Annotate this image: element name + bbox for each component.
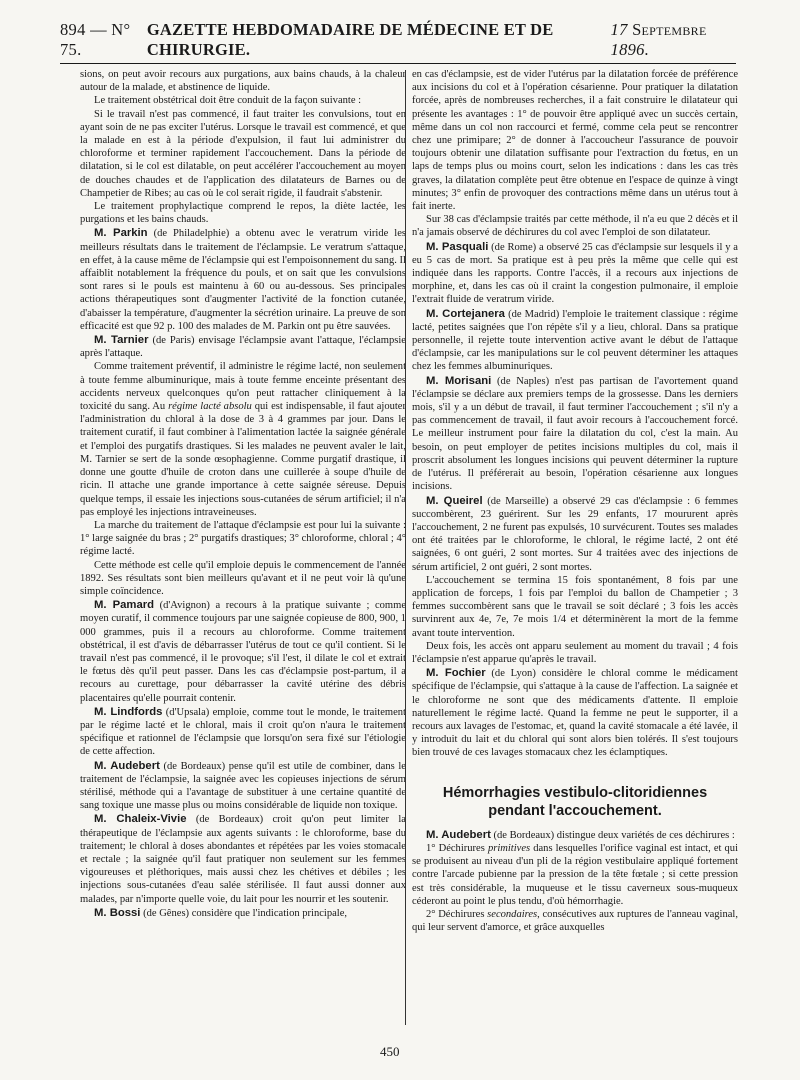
speaker-name: M. Audebert: [94, 759, 160, 772]
paragraph: [412, 68, 738, 213]
speaker-name: M. Tarnier: [94, 334, 149, 347]
paragraph: [412, 666, 738, 759]
paragraph-text: (d'Avignon) a recours à la pratique suivante ; comme moyen curatif, il commence toujours par une saignée copieuse de 800, 900, 1 000 grammes, puis il a recours au chloroforme. Comme traitement obstétrical, il est d'avis de débarrasser l'utérus de tout ce qu'il contient. Si le travail n'est pas commencé, il le provoque; s'il l'est, il dilate le col et extrait le fœtus dès qu'il peut passer. Dans les cas d'éclampsie post-partum, il a recours au curettage, pour débarrasser la cavité utérine des débris placentaires qu'elle pourrait contenir.: [80, 600, 406, 704]
emphasis: primitives: [487, 843, 531, 855]
paragraph-text: Le traitement prophylactique comprend le repos, la diète lactée, les purgations et les bains chauds.: [80, 201, 406, 226]
emphasis: régime lacté absolu: [168, 401, 252, 413]
speaker-name: M. Audebert: [426, 828, 491, 841]
column-divider: [405, 70, 406, 1025]
paragraph: [80, 94, 406, 107]
speaker-name: M. Cortejanera: [426, 307, 505, 320]
paragraph: [412, 908, 738, 934]
paragraph: [80, 360, 406, 518]
speaker-name: M. Pasquali: [426, 240, 489, 253]
speaker-name: M. Queirel: [426, 494, 483, 507]
paragraph: [412, 842, 738, 908]
speaker-name: M. Pamard: [94, 599, 155, 612]
paragraph-text: Si le travail n'est pas commencé, il faut traiter les convulsions, tout en ayant soin de ne pas exciter l'utérus. Lorsque le travail est commencé, et que la malade en est à la période d'expulsion, il faut lui administrer du chloroforme et terminer rapidement l'accouchement. Dans la période de dilatation, si le col est dilatable, on peut accélérer l'accouchement au moyen de douches chaudes et de l'application des dilatateurs de Barnes ou de Champetier de Ribes; au cas où le col serait rigide, il faudrait s'abstenir.: [80, 108, 406, 199]
paragraph: [80, 108, 406, 200]
paragraph-text: (d'Upsala) emploie, comme tout le monde, le traitement par le régime lacté et le chloral, mais il croit qu'on n'aura le traitement spécifique et rationnel de l'éclampsie que lorsqu'on sera fixé sur l'étiologie de cette affection.: [80, 706, 406, 758]
journal-title: GAZETTE HEBDOMADAIRE DE MÉDECINE ET DE CHIRURGIE.: [146, 20, 554, 59]
paragraph-text: (de Marseille) a observé 29 cas d'éclampsie : 6 femmes succombèrent, 23 guérirent. Sur les 29 enfants, 17 moururent après l'accouchement, 2 ne furent pas expulsés, 10 survécurent. Toutes ses malades ont été traitées par le chloroforme, le chloral, le régime lacté, 2 ont été saignées, 6 ont guéri, 2 sont mortes. Sur 4 traitées avec des injections de sérum artificiel, 2 ont guéri, 2 sont mortes.: [412, 495, 738, 573]
paragraph-text: Cette méthode est celle qu'il emploie depuis le commencement de l'année 1892. Ses résultats sont bien meilleurs qu'avant et il ne peut voir là qu'une simple coïncidence.: [80, 559, 406, 597]
paragraph-text: en cas d'éclampsie, est de vider l'utérus par la dilatation forcée de préférence aux incisions du col et à l'opération césarienne. Pour pratiquer la dilatation forcée, après de nombreuses recherches, il a fait construire le dilatateur qui présente les avantages : 1° de pouvoir être appliqué avec un succès certain, même dans un col non raccourci et fermé, comme cela peut se rencontrer chez une primipare; 2° de donner à l'accoucheur l'assurance de pouvoir toujours obtenir une dilatation suffisante pour l'extraction du fœtus, en un laps de temps plus ou moins court, selon les indications : dans les cas très graves, la dilatation complète peut être obtenue en l'espace de quinze à vingt minutes; 3° enfin de provoquer des contractions même dans un utérus tout à fait inerte.: [412, 69, 738, 213]
paragraph-text: Comme traitement préventif, il administre le régime lacté, non seulement à toute femme albuminurique, mais à toute femme enceinte présentant des accidents nerveux quelconques qu'on peut rattacher cliniquement à la toxicité du sang. Au: [80, 361, 406, 413]
paragraph: [412, 640, 738, 666]
section-heading-line: Hémorrhagies vestibulo-clitoridiennes: [442, 784, 708, 801]
paragraph-text: (de Philadelphie) a obtenu avec le veratrum viride les meilleurs résultats dans le traitement de l'éclampsie. Le veratrum s'attaque, en effet, à la cause même de l'éclampsie qui est l'empoisonnement du sang. Il affaiblit notablement la fréquence du pouls, et on sait que les convulsions sont rares si le pouls est maintenu à 60 ou au-dessous. Ses principales actions thérapeutiques sont d'augmenter l'activité de la fonction cutanée, d'abaisser la température, d'augmenter la sécrétion urinaire. La preuve de son efficacité est que 92 p. 100 des malades de M. Parkin ont pu être sauvées.: [80, 228, 406, 332]
paragraph: [412, 828, 738, 842]
paragraph-text: L'accouchement se termina 15 fois spontanément, 8 fois par une application de forceps, 1 fois par l'emploi du ballon de Champetier ; 3 femmes succombèrent sans que le travail se soit déclaré ; 3 fois les accès survinrent aux 4e, 7e, 7e mois 1/4 et déterminèrent la mort de la femme avant toute intervention.: [412, 574, 738, 639]
paragraph: [80, 705, 406, 759]
emphasis: secondaires: [487, 909, 538, 921]
paragraph-text: sions, on peut avoir recours aux purgations, aux bains chauds, à la chaleur autour de la malade, et abstinence de liquide.: [80, 69, 406, 94]
paragraph: [412, 374, 738, 494]
paragraph: [80, 812, 406, 905]
paragraph-text: 1° Déchirures: [426, 843, 488, 855]
speaker-name: M. Lindfords: [94, 705, 163, 718]
paragraph: [80, 906, 406, 920]
paragraph: [412, 213, 738, 239]
issue-date-day: 17: [610, 20, 628, 39]
speaker-name: M. Bossi: [94, 906, 141, 919]
issue-date: [611, 20, 736, 60]
speaker-name: M. Chaleix-Vivie: [94, 813, 187, 826]
paragraph-text: (de Naples) n'est pas partisan de l'avortement quand l'éclampsie se déclare aux premiers temps de la grossesse. Dans les derniers mois, s'il y a un début de travail, il faut terminer l'accouchement ; s'il n'y a pas commencement de travail, il faut avoir recours à l'accouchement forcé. Le meilleur instrument pour faire la dilatation du col, c'est la main. Au besoin, on peut employer de petites incisions multiples du col, mais il proscrit absolument les longues incisions qui peuvent déterminer la rupture de l'utérus. Il préférerait au besoin, l'opération césarienne aux longues incisions.: [412, 375, 738, 493]
paragraph-text: (de Madrid) l'emploie le traitement classique : régime lacté, petites saignées que l'on répète s'il y a lieu, chloral. Dans sa pratique personnelle, il rejette toute intervention active avant le début de l'attaque d'éclampsie, car les manipulations sur le col peuvent déterminer les attaques chez les femmes albuminuriques.: [412, 308, 738, 373]
issue-date-month: Septembre: [632, 20, 707, 39]
paragraph: [412, 494, 738, 574]
paragraph-text: (de Gênes) considère que l'indication principale,: [140, 907, 348, 919]
paragraph-text: (de Bordeaux) distingue deux variétés de ces déchirures :: [490, 829, 735, 841]
speaker-name: M. Morisani: [426, 374, 492, 387]
paragraph-text: Sur 38 cas d'éclampsie traités par cette méthode, il n'a eu que 2 décès et il n'a jamais observé de déchirures du col avec l'emploi de son dilatateur.: [412, 214, 738, 239]
speaker-name: M. Parkin: [94, 227, 148, 240]
paragraph: [80, 598, 406, 705]
right-column: [412, 68, 738, 1028]
page-number: 894 — N° 75.: [60, 20, 131, 59]
paragraph: [80, 226, 406, 333]
section-heading: [412, 784, 738, 820]
paragraph-text: (de Rome) a observé 25 cas d'éclampsie sur lesquels il y a eu 5 cas de mort. Sa pratique est à peu près la même que celle qui est indiquée dans les rapports. Contre l'accès, il a recours aux injections de morphine, et, dans les cas où il craint la congestion pulmonaire, il emploie l'extrait fluide de veratrum viride.: [412, 241, 738, 306]
running-header: [60, 20, 736, 64]
paragraph-text: (de Lyon) considère le chloral comme le médicament spécifique de l'éclampsie, qui s'attaque à la cause de l'affection. La saignée et le chloroforme ne sont que des médicaments d'attente. Il emploie naturellement le régime lacté. Quand la femme ne peut le supporter, il a recours aux lavages de l'estomac, et, quand la cavité stomacale a été lavée, il y introduit du lait et du chloral qui sont alors bien tolérés. Il s'est toujours bien trouvé de ces lavages stomacaux chez les éclamptiques.: [412, 668, 738, 759]
paragraph-text: Le traitement obstétrical doit être conduit de la façon suivante :: [94, 95, 362, 107]
paragraph-text: La marche du traitement de l'attaque d'éclampsie est pour lui la suivante : 1° large saignée du bras ; 2° purgatifs drastiques; 3° chloroforme, chloral ; 4° régime lacté.: [80, 519, 406, 558]
paragraph: [412, 574, 738, 640]
paragraph-text: (de Bordeaux) pense qu'il est utile de combiner, dans le traitement de l'éclampsie, la saignée avec les copieuses injections de sérum stérilisé, méthode qui a l'avantage de substituer à une certaine quantité de sang toxique une masse plus ou moins considérable de liquide non toxique.: [80, 760, 406, 812]
paragraph-text: (de Bordeaux) croit qu'on peut limiter la thérapeutique de l'éclampsie aux agents suivants : le chloroforme, base du traitement; le chloral à doses abondantes et répétées par les voies stomacale et rectale ; la saignée qu'il faut pratiquer non seulement sur les femmes vigoureuses et pléthoriques, mais aussi chez les chétives et débiles ; les injections sous-cutanées d'eau salée stérilisée. Il faut aussi donner aux malades, par n'importe quelle voie, du lait pour les nourrir et les soutenir.: [80, 814, 406, 905]
paragraph: [80, 559, 406, 599]
paragraph: [80, 333, 406, 360]
speaker-name: M. Fochier: [426, 667, 486, 680]
paragraph: [412, 307, 738, 374]
paragraph-text: dans lesquelles l'orifice vaginal est intact, et qui se produisent au niveau d'un pli de la région vestibulaire appliqué fortement contre l'arcade pubienne par la pression de la tête fœtale ; si cette pression est très considérable, la muqueuse et le tissu caverneux sous-muqueux céderont au point le plus tendu, d'où hémorrhagie.: [412, 843, 738, 907]
paragraph-text: , consécutives aux ruptures de l'anneau vaginal, qui leur servent d'amorce, et grâce auxquelles: [412, 909, 738, 934]
paragraph-text: qui est indispensable, il faut ajouter l'administration du chloral à la dose de 3 à 4 grammes par jour. Dans le traitement curatif, il faut combiner à l'alimentation lactée la saignée générale et l'emploi des purgatifs drastiques. Si les malades ne peuvent avaler le lait, M. Tarnier se sert de la sonde œsophagienne. Comme purgatif drastique, il donne une goutte d'huile de croton dans une cuillerée à soupe d'huile de ricin. Il attache une grande importance à cette saignée séreuse. Depuis quelque temps, il essaie les injections sous-cutanées de sérum artificiel; il n'a pas employé les injections intraveineuses.: [80, 401, 406, 518]
section-heading-line: pendant l'accouchement.: [488, 802, 662, 819]
paragraph: [80, 759, 406, 813]
paragraph-text: 2° Déchirures: [426, 909, 488, 921]
paragraph: [80, 519, 406, 559]
paragraph: [80, 200, 406, 226]
paragraph-text: Deux fois, les accès ont apparu seulement au moment du travail ; 4 fois l'éclampsie n'est apparue qu'après le travail.: [412, 640, 738, 665]
folio: 450: [380, 1044, 400, 1059]
paragraph: [80, 68, 406, 94]
paragraph-text: (de Paris) envisage l'éclampsie avant l'attaque, l'éclampsie après l'attaque.: [80, 335, 406, 360]
issue-date-year: 1896.: [610, 40, 650, 59]
paragraph: [412, 240, 738, 307]
left-column: [80, 68, 406, 1028]
